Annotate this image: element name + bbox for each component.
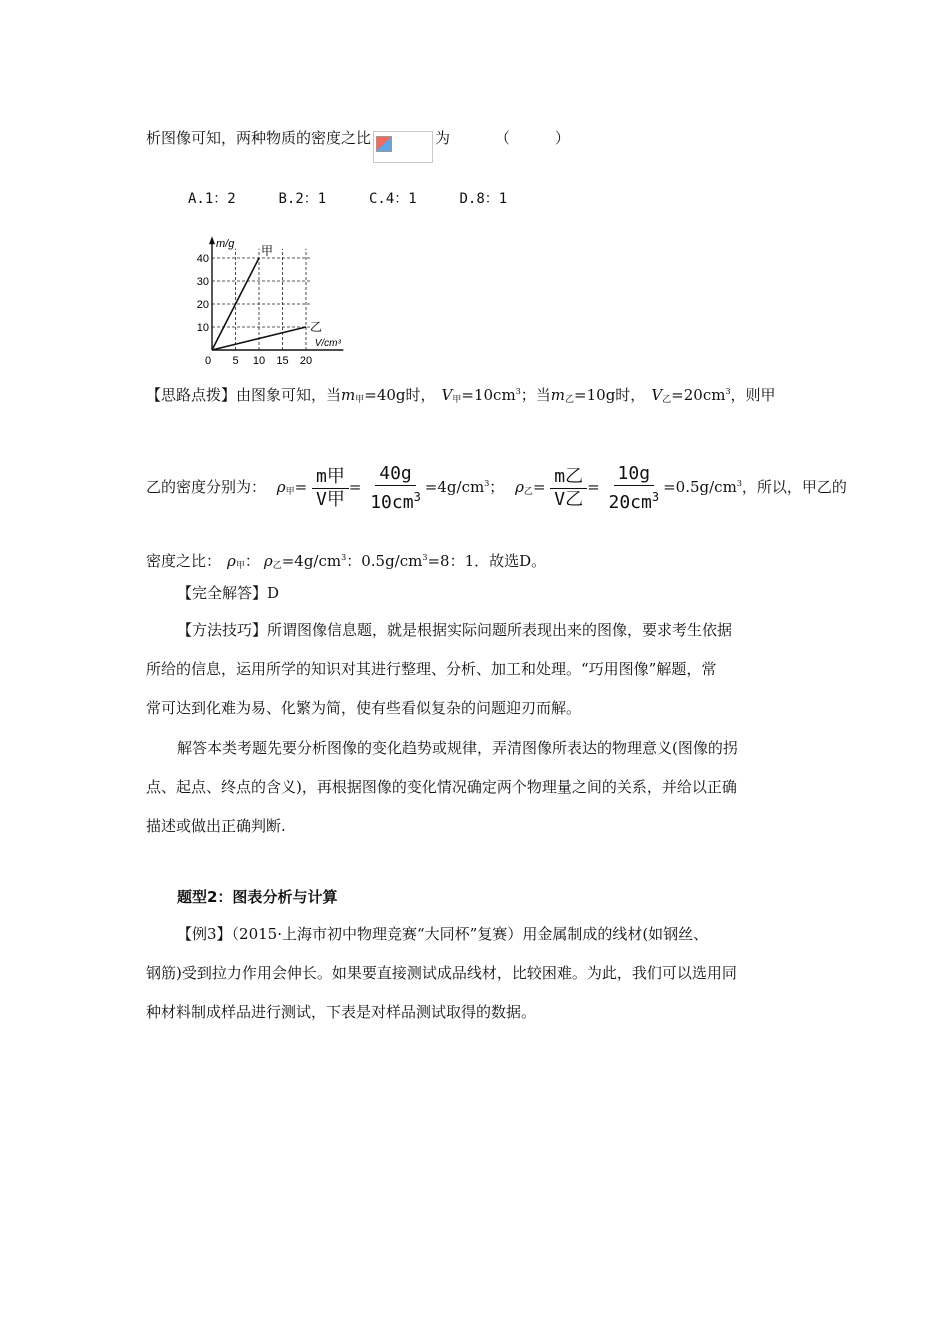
- series-label-yi: 乙: [310, 320, 323, 334]
- hint-v2: V: [651, 386, 663, 404]
- y-axis-label: m/g: [216, 237, 235, 250]
- result-2: =0.5g/cm: [663, 478, 737, 496]
- ratio-text: =4g/cm: [281, 552, 342, 570]
- rho-jia: ρ: [276, 478, 286, 496]
- hint-m1: m: [341, 386, 356, 404]
- broken-image-icon: [373, 131, 433, 163]
- ratio-end: =8：1．故选D。: [427, 552, 547, 570]
- mass-volume-chart: [192, 222, 372, 372]
- rho-yi-sub: 乙: [523, 487, 533, 497]
- hint-line: 【思路点拨】由图象可知，当$m_甲=40g$时， $V_甲=10cm^3$；当$m_乙=10g$时， $V_乙=20cm^3$，则甲: [146, 386, 776, 405]
- frac1-den: V甲: [316, 488, 345, 510]
- origin-label: 0: [204, 355, 212, 367]
- series-line-yi: [212, 327, 306, 350]
- rho-yi: ρ: [515, 478, 524, 496]
- example-line-3: 种材料制成样品进行测试，下表是对样品测试取得的数据。: [146, 1003, 537, 1021]
- hint-yi1: 乙: [565, 395, 575, 405]
- choice-a: A.1：2: [188, 191, 236, 207]
- hint-eq1: =40g时，: [364, 386, 436, 404]
- choice-b: B.2：1: [278, 191, 327, 207]
- hint-tail: ，则甲: [730, 386, 776, 404]
- fraction-10g-over-20cm3: $\frac{10g}{20cm^3}$: [608, 462, 660, 513]
- hint-text1: 由图象可知，当: [236, 386, 342, 404]
- para2-line-3: 描述或做出正确判断.: [146, 817, 286, 835]
- frac4-num: 10g: [614, 463, 655, 486]
- x-tick-label: 15: [276, 355, 289, 367]
- answer-value: D: [267, 584, 280, 602]
- frac2-num: 40g: [375, 463, 416, 486]
- choices-row: [188, 188, 545, 209]
- method-line-3: 常可达到化难为易、化繁为简，使有些看似复杂的问题迎刃而解。: [146, 699, 582, 717]
- fraction-m-yi-over-v-yi: [550, 466, 587, 511]
- section-title: 题型2：图表分析与计算: [177, 888, 338, 906]
- hint-jia1: 甲: [355, 395, 365, 405]
- example-line-2: 钢筋)受到拉力作用会伸长。如果要直接测试成品线材，比较困难。为此，我们可以选用同: [146, 964, 737, 982]
- eq-d: =: [587, 478, 600, 496]
- hint-eq2: =10cm: [461, 386, 516, 404]
- density-lead: 乙的密度分别为：: [146, 478, 267, 496]
- x-axis-label: V/cm³: [314, 338, 341, 349]
- rho-jia-sub: 甲: [285, 487, 295, 497]
- ratio-jia-sub: 甲: [235, 561, 245, 571]
- ratio-rho-yi: ρ: [263, 552, 273, 570]
- eq-c: =: [532, 478, 546, 496]
- ratio-colon: ：: [244, 552, 260, 570]
- ratio-rho-jia: ρ: [227, 552, 236, 570]
- density-tail: ，所以，甲乙的: [741, 478, 847, 496]
- x-tick-label: 20: [299, 355, 313, 367]
- method-line-2: 所给的信息，运用所学的知识对其进行整理、分析、加工和处理。“巧用图像”解题，常: [146, 660, 717, 678]
- frac1-num: m甲: [312, 466, 349, 489]
- y-tick-label: 30: [196, 276, 209, 288]
- ratio-yi-sub: 乙: [272, 561, 282, 571]
- intro-text: 析图像可知，两种物质的密度之比: [146, 129, 372, 147]
- method-line-1: 【方法技巧】所谓图像信息题，就是根据实际问题所表现出来的图像，要求考生依据: [177, 621, 733, 639]
- frac3-den: V乙: [554, 488, 584, 510]
- semi: ；: [489, 478, 505, 496]
- x-tick-label: 10: [252, 355, 266, 367]
- frac3-num: m乙: [550, 466, 587, 489]
- y-tick-label: 10: [196, 322, 209, 334]
- hint-tag: 【思路点拨】: [146, 386, 237, 404]
- fraction-40g-over-10cm3: $\frac{40g}{10cm^3}$: [370, 462, 421, 513]
- para2-line-2: 点、起点、终点的含义)，再根据图像的变化情况确定两个物理量之间的关系，并给以正确: [146, 778, 737, 796]
- density-line: 乙的密度分别为： $\rho_甲=$ $\frac{\text{m甲}}{\text{V甲}}$ = $\frac{40g}{10cm^3}$ $=4g/cm^3$； $\rho_乙=$ $\frac{\text{m乙}}{\text{V乙}}$ = $\frac{10g}{20cm^3}$ $=0.5g/cm^3$，所以，甲乙的: [146, 462, 847, 513]
- answer-line: [177, 583, 279, 603]
- frac2-den: 10cm: [370, 491, 414, 513]
- ratio-lead: 密度之比：: [146, 552, 222, 570]
- y-tick-label: 40: [196, 253, 209, 265]
- hint-sep: ；当: [520, 386, 551, 404]
- series-label-jia: 甲: [261, 244, 274, 258]
- hint-yi2: 乙: [662, 395, 672, 405]
- x-tick-label: 5: [232, 355, 239, 367]
- hint-eq3: =10g时，: [574, 386, 646, 404]
- y-axis-arrow: [209, 236, 215, 244]
- ratio-mid: ：0.5g/cm: [346, 552, 423, 570]
- hint-eq4: =20cm: [671, 386, 726, 404]
- example-line-1: 【例3】（2015·上海市初中物理竞赛“大同杯”复赛）用金属制成的线材(如钢丝、: [177, 925, 709, 943]
- fraction-m-jia-over-v-jia: [312, 466, 349, 511]
- choice-c: C.4：1: [369, 191, 417, 207]
- ratio-line: 密度之比： $\rho_甲$： $\rho_乙=4g/cm^3$：$0.5g/cm^3=8$：1．故选D。: [146, 552, 547, 571]
- para2-line-1: 解答本类考题先要分析图像的变化趋势或规律，弄清图像所表达的物理意义(图像的拐: [177, 739, 738, 757]
- eq-b: =: [348, 478, 362, 496]
- y-tick-label: 20: [196, 299, 209, 311]
- question-intro-line: [146, 128, 570, 163]
- hint-jia2: 甲: [452, 395, 462, 405]
- answer-tag: 【完全解答】: [177, 584, 268, 602]
- answer-paren: （ ）: [494, 129, 570, 147]
- intro-tail: 为: [435, 129, 451, 147]
- hint-v1: V: [441, 386, 453, 404]
- frac4-den: 20cm: [608, 491, 652, 513]
- choice-d: D.8：1: [459, 191, 508, 207]
- eq-a: =: [294, 478, 308, 496]
- hint-m2: m: [550, 386, 566, 404]
- result-1: =4g/cm: [424, 478, 485, 496]
